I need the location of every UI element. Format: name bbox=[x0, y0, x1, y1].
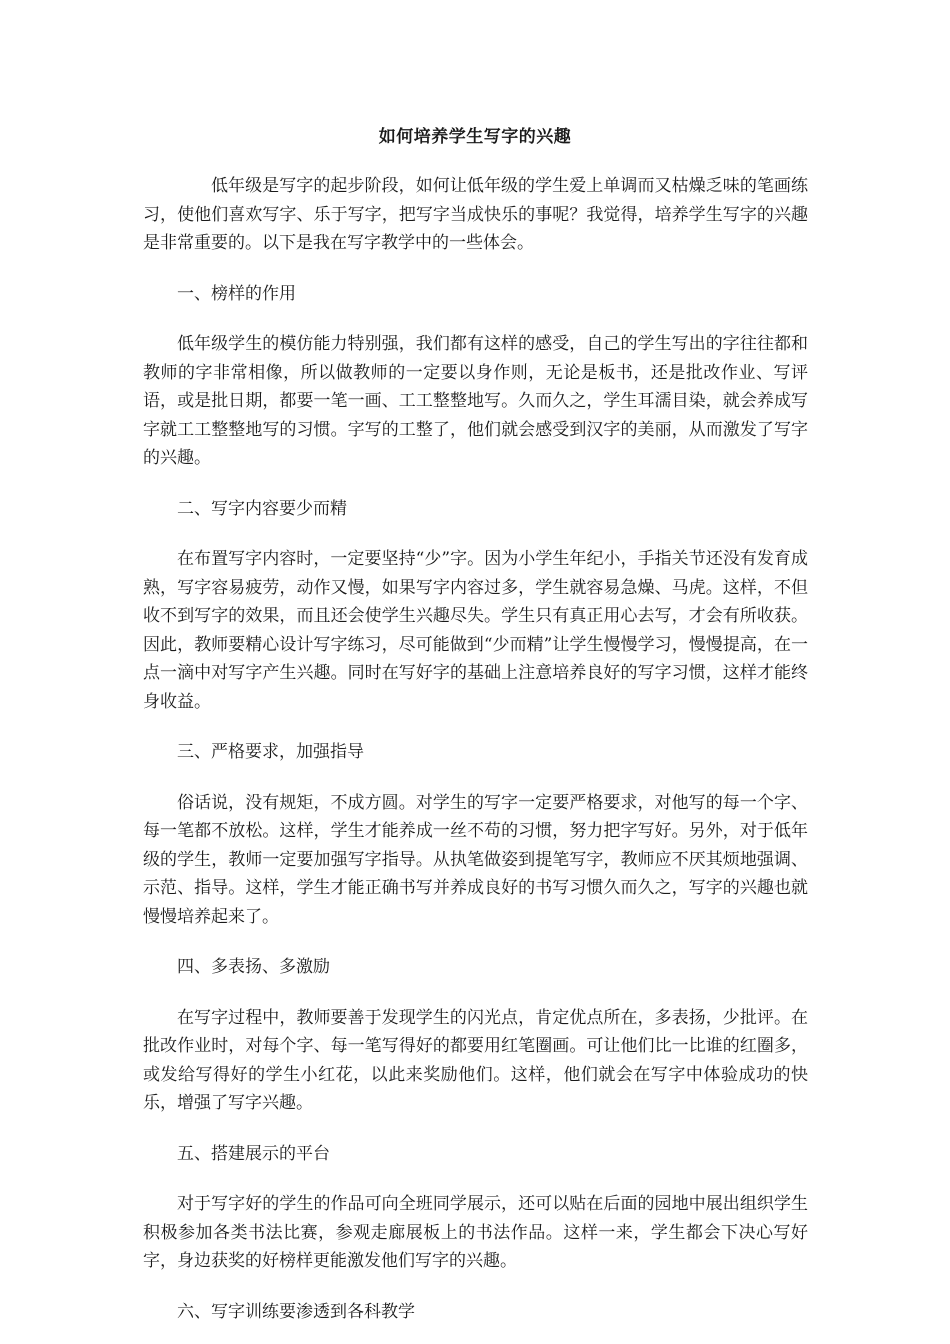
section-body-2: 在布置写字内容时，一定要坚持“少”字。因为小学生年纪小，手指关节还没有发育成熟，写字容易疲劳，动作又慢，如果写字内容过多，学生就容易急燥、马虎。这样，不但收不到写字的效果，而且还会使学生兴趣尽失。学生只有真正用心去写，才会有所收获。因此，教师要精心设计写字练习，尽可能做到“少而精”让学生慢慢学习，慢慢提高，在一点一滴中对写字产生兴趣。同时在写好字的基础上注意培养良好的写字习惯，这样才能终身收益。 bbox=[143, 549, 808, 712]
page-title: 如何培养学生写字的兴趣 bbox=[378, 127, 572, 147]
section-heading-1: 一、榜样的作用 bbox=[177, 283, 296, 304]
section-heading-2: 二、写字内容要少而精 bbox=[177, 498, 347, 519]
section-body-1: 低年级学生的模仿能力特别强，我们都有这样的感受，自己的学生写出的字往往都和教师的字非常相像，所以做教师的一定要以身作则，无论是板书，还是批改作业、写评语，或是批日期，都要一笔一画、工工整整地写。久而久之，学生耳濡目染，就会养成写字就工工整整地写的习惯。字写的工整了，他们就会感受到汉字的美丽，从而激发了写字的兴趣。 bbox=[143, 334, 808, 468]
section-body-5: 对于写字好的学生的作品可向全班同学展示，还可以贴在后面的园地中展出组织学生积极参加各类书法比赛，参观走廊展板上的书法作品。这样一来，学生都会下决心写好字，身边获奖的好榜样更能激发他们写字的兴趣。 bbox=[143, 1194, 808, 1271]
section-heading-5: 五、搭建展示的平台 bbox=[177, 1143, 330, 1164]
document-body bbox=[143, 172, 808, 1326]
section-body-3: 俗话说，没有规矩，不成方圆。对学生的写字一定要严格要求，对他写的每一个字、每一笔都不放松。这样，学生才能养成一丝不苟的习惯，努力把字写好。另外，对于低年级的学生，教师一定要加强写字指导。从执笔做姿到提笔写字，教师应不厌其烦地强调、示范、指导。这样，学生才能正确书写并养成良好的书写习惯久而久之，写字的兴趣也就慢慢培养起来了。 bbox=[143, 792, 808, 927]
section-heading-6: 六、写字训练要渗透到各科教学 bbox=[177, 1301, 415, 1322]
intro-paragraph: 低年级是写字的起步阶段，如何让低年级的学生爱上单调而又枯燥乏味的笔画练习，使他们喜欢写字、乐于写字，把写字当成快乐的事呢？我觉得，培养学生写字的兴趣是非常重要的。以下是我在写字教学中的一些体会。 bbox=[143, 176, 808, 253]
section-body-4: 在写字过程中，教师要善于发现学生的闪光点，肯定优点所在，多表扬，少批评。在批改作业时，对每个字、每一笔写得好的都要用红笔圈画。可让他们比一比谁的红圈多，或发给写得好的学生小红花，以此来奖励他们。这样，他们就会在写字中体验成功的快乐，增强了写字兴趣。 bbox=[143, 1007, 808, 1113]
section-heading-4: 四、多表扬、多激励 bbox=[177, 957, 330, 977]
section-heading-3: 三、严格要求，加强指导 bbox=[177, 742, 364, 762]
